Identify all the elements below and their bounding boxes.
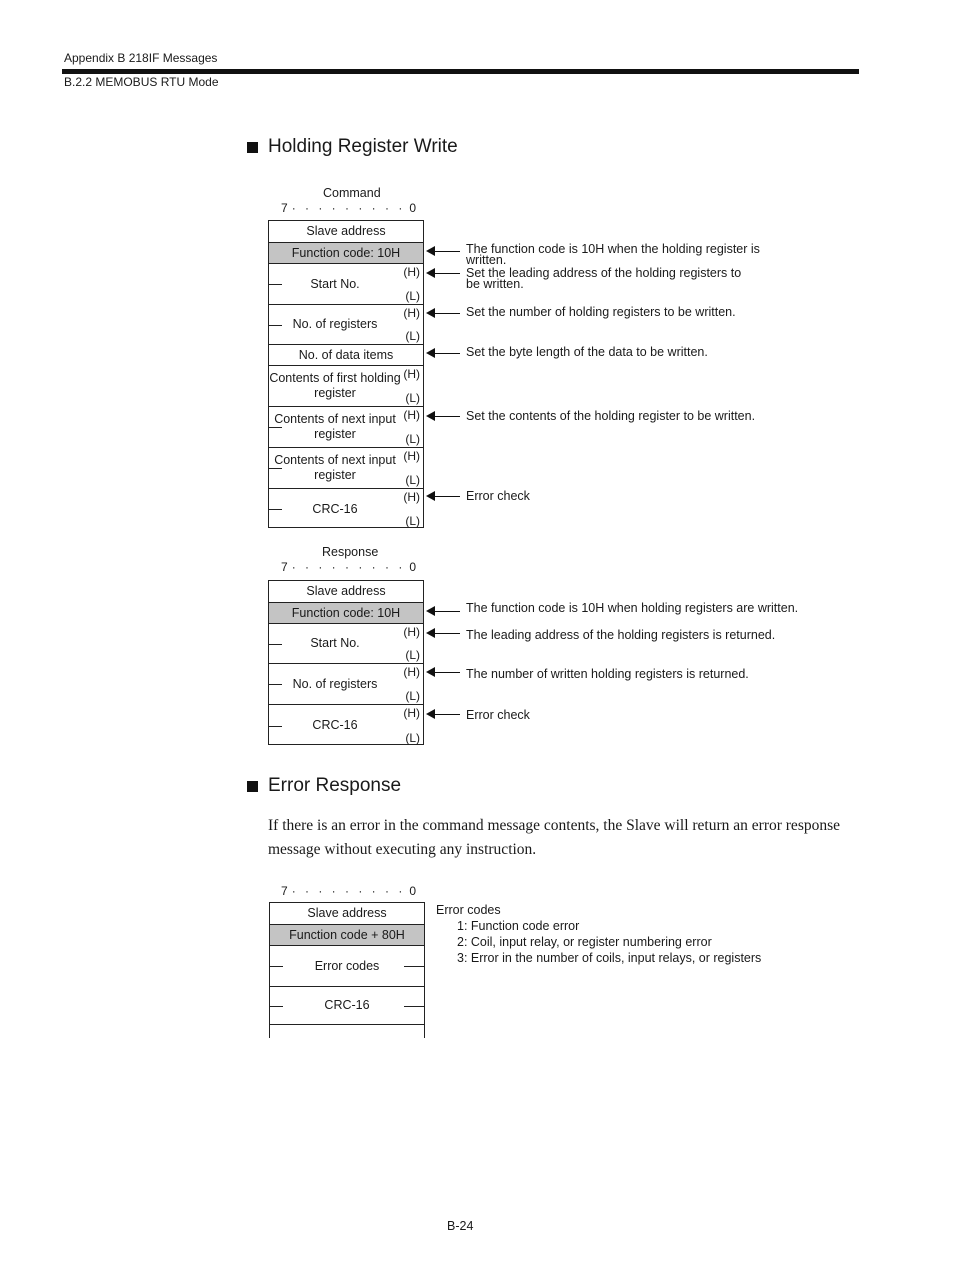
error-code-item: 2: Coil, input relay, or register numbering error [457, 935, 712, 949]
frame-row-continuation [270, 1024, 424, 1039]
frame-row-function-code: Function code: 10H [269, 242, 423, 263]
frame-row-next-register-contents: Contents of next input register (H) (L) [269, 406, 423, 447]
frame-row-crc-16: CRC-16 [270, 986, 424, 1024]
note-start-address: Set the leading address of the holding registers to be written. [466, 266, 742, 291]
frame-row-no-of-registers: No. of registers (H) (L) [269, 663, 423, 704]
arrow-left-icon [428, 416, 460, 417]
square-bullet-icon [247, 781, 258, 792]
arrow-left-icon [428, 714, 460, 715]
note-register-contents: Set the contents of the holding register to be written. [466, 409, 756, 423]
frame-row-function-code: Function code + 80H [270, 924, 424, 945]
frame-row-crc-16: CRC-16 (H) (L) [269, 704, 423, 746]
frame-row-first-register-contents: Contents of first holding register (H) (L) [269, 365, 423, 406]
header-rule [62, 69, 859, 74]
frame-row-slave-address: Slave address [306, 584, 386, 598]
note-function-code: The function code is 10H when holding registers are written. [466, 601, 799, 615]
note-byte-length: Set the byte length of the data to be written. [466, 345, 708, 359]
note-error-check: Error check [466, 489, 530, 503]
error-code-item: 1: Function code error [457, 919, 580, 933]
note-register-count: The number of written holding registers is returned. [466, 667, 749, 681]
error-response-description: If there is an error in the command message contents, the Slave will return an error response message without executing any instruction. [268, 817, 841, 858]
command-caption: Command [323, 186, 381, 200]
arrow-left-icon [428, 633, 460, 634]
note-register-count: Set the number of holding registers to be written. [466, 305, 736, 319]
error-frame-table [269, 902, 425, 1038]
bit-scale: 7 · · · · · · · · · 0 [281, 560, 417, 574]
arrow-left-icon [428, 313, 460, 314]
note-start-address: The leading address of the holding registers is returned. [466, 628, 776, 642]
error-codes-title: Error codes [436, 903, 501, 917]
section-title-error-response: Error Response [247, 775, 401, 797]
bit-scale: 7 · · · · · · · · · 0 [281, 201, 417, 215]
arrow-left-icon [428, 672, 460, 673]
response-frame-table [268, 580, 424, 745]
frame-row-error-codes: Error codes [270, 945, 424, 986]
frame-row-function-code: Function code: 10H [269, 602, 423, 623]
frame-row-next-register-contents: Contents of next input register (H) (L) [269, 447, 423, 488]
frame-row-no-of-data-items: No. of data items [269, 344, 423, 365]
arrow-left-icon [428, 611, 460, 612]
arrow-left-icon [428, 496, 460, 497]
frame-row-start-no: Start No. (H) (L) [269, 623, 423, 663]
arrow-left-icon [428, 251, 460, 252]
arrow-left-icon [428, 353, 460, 354]
section-header: B.2.2 MEMOBUS RTU Mode [64, 75, 219, 89]
note-function-code: The function code is 10H when the holding register is written. [466, 242, 760, 267]
error-code-item: 3: Error in the number of coils, input relays, or registers [457, 951, 762, 965]
frame-row-slave-address: Slave address [307, 906, 387, 920]
frame-row-crc-16: CRC-16 (H) (L) [269, 488, 423, 529]
arrow-left-icon [428, 273, 460, 274]
command-frame-table [268, 220, 424, 528]
error-codes-legend [436, 902, 761, 966]
note-error-check: Error check [466, 708, 530, 722]
frame-row-no-of-registers: No. of registers (H) (L) [269, 304, 423, 344]
page-number: B-24 [447, 1219, 474, 1233]
frame-row-start-no: Start No. (H) (L) [269, 263, 423, 304]
square-bullet-icon [247, 142, 258, 153]
response-caption: Response [322, 545, 379, 559]
frame-row-slave-address: Slave address [306, 224, 386, 238]
bit-scale: 7 · · · · · · · · · 0 [281, 884, 417, 898]
chapter-header: Appendix B 218IF Messages [64, 51, 218, 65]
section-title-holding-register-write: Holding Register Write [247, 136, 458, 158]
